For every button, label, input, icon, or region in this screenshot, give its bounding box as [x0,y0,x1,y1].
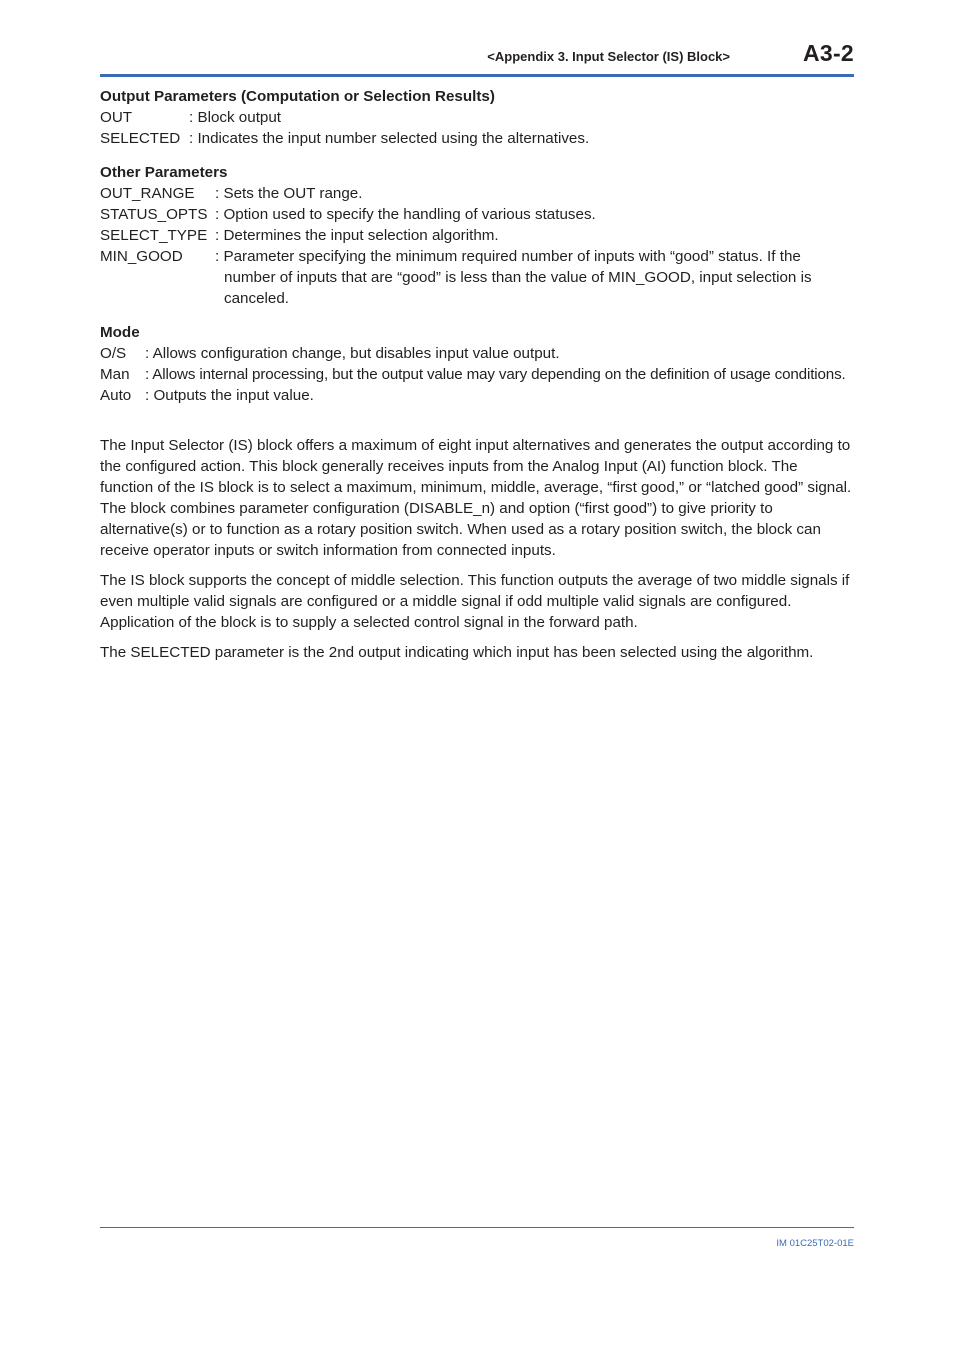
param-desc: : Sets the OUT range. [215,185,363,202]
param-desc: : Indicates the input number selected using the alternatives. [189,130,590,147]
param-name: SELECT_TYPE [100,227,208,244]
mode-row [100,343,854,364]
param-row [100,225,854,246]
mode-name: Auto [100,387,132,404]
page-number: A3-2 [802,40,854,66]
page-content [100,86,854,672]
body-paragraph: The SELECTED parameter is the 2nd output indicating which input has been selected using the algorithm. [100,644,814,661]
param-desc: : Parameter specifying the minimum required number of inputs with “good” status. If the number of inputs that are “good” is less than the value of MIN_GOOD, input selection is canceled. [215,248,812,307]
spacer [100,419,854,435]
param-desc: : Determines the input selection algorithm. [215,227,499,244]
output-parameters-heading: Output Parameters (Computation or Selection Results) [100,88,495,105]
mode-desc: : Outputs the input value. [145,387,314,404]
param-row [100,107,854,128]
other-parameters-section [100,162,854,309]
param-name: MIN_GOOD [100,248,183,265]
page-header [100,38,854,74]
document-number: IM 01C25T02-01E [776,1238,854,1249]
other-parameters-heading: Other Parameters [100,164,228,181]
body-paragraph: The Input Selector (IS) block offers a maximum of eight input alternatives and generates the output according to the configured action. This block generally receives inputs from the Analog Input (AI) function block. The function of the IS block is to select a maximum, minimum, middle, average, “first good,” or “latched good” signal. The block combines parameter configuration (DISABLE_n) and option (“first good”) to give priority to alternative(s) or to function as a rotary position switch. When used as a rotary position switch, the block can receive operator inputs or switch information from connected inputs. [100,437,852,559]
mode-name: Man [100,366,130,383]
mode-name: O/S [100,345,127,362]
param-name: OUT [100,109,133,126]
header-divider [100,74,854,77]
param-name: OUT_RANGE [100,185,195,202]
param-row [100,246,854,309]
param-row [100,204,854,225]
mode-heading: Mode [100,324,140,341]
param-desc: : Block output [189,109,282,126]
param-name: SELECTED [100,130,181,147]
footer-divider [100,1227,854,1228]
param-row [100,183,854,204]
section-title: <Appendix 3. Input Selector (IS) Block> [487,49,730,64]
mode-row [100,364,854,385]
mode-section [100,322,854,406]
param-name: STATUS_OPTS [100,206,208,223]
param-row [100,128,854,149]
body-paragraph: The IS block supports the concept of middle selection. This function outputs the average of two middle signals if even multiple valid signals are configured or a middle signal if odd multiple valid signals are configured. Application of the block is to supply a selected control signal in the forward path. [100,572,850,631]
mode-desc: : Allows internal processing, but the output value may vary depending on the definition of usage conditions. [145,366,846,383]
mode-desc: : Allows configuration change, but disables input value output. [145,345,560,362]
output-parameters-section [100,86,854,149]
param-desc: : Option used to specify the handling of various statuses. [215,206,596,223]
mode-row [100,385,854,406]
